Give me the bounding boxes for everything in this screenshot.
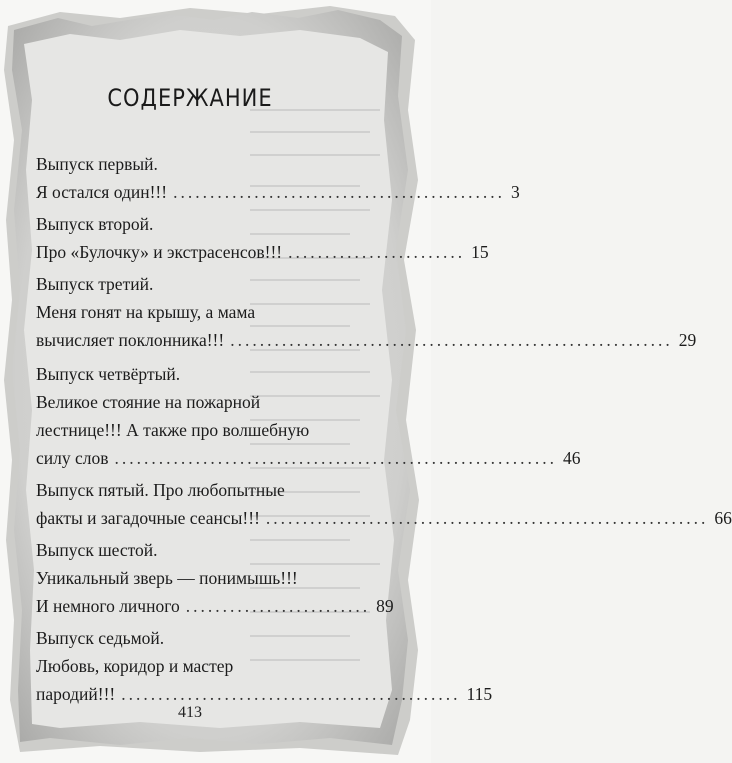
toc-page-number: 89 xyxy=(376,596,394,616)
leader-dots: ........................ xyxy=(288,242,466,262)
toc-entry-row xyxy=(36,182,520,202)
toc-entry-row xyxy=(36,596,394,616)
toc-entry-row xyxy=(36,508,732,528)
toc-entry-heading: Выпуск первый. xyxy=(36,154,158,174)
toc-entry-line: Великое стояние на пожарной xyxy=(36,392,261,412)
toc-page-number: 115 xyxy=(466,684,493,704)
toc-entry-text: вычисляет поклонника!!! xyxy=(36,330,225,350)
toc-entry-text: пародий!!! xyxy=(36,684,116,704)
toc-entry-heading: Выпуск второй. xyxy=(36,214,154,234)
toc-page-number: 15 xyxy=(471,242,489,262)
toc-entry-text: Я остался один!!! xyxy=(36,182,168,202)
toc-page-number: 3 xyxy=(510,182,520,202)
toc-page-number: 29 xyxy=(678,330,697,350)
toc-page-number: 66 xyxy=(714,508,732,528)
leader-dots: ............................................................ xyxy=(230,330,673,350)
toc-entry-row xyxy=(36,684,493,704)
toc-entry-text: силу слов xyxy=(36,448,109,468)
toc-entry-row xyxy=(36,330,697,350)
toc-entry-heading: Выпуск пятый. Про любопытные xyxy=(36,480,285,500)
toc-entry-text: Про «Булочку» и экстрасенсов!!! xyxy=(36,242,283,262)
page-number: 413 xyxy=(178,704,202,721)
toc-entry-text: факты и загадочные сеансы!!! xyxy=(36,508,260,528)
toc-entry-heading: Выпуск третий. xyxy=(36,274,154,294)
leader-dots: ............................................................ xyxy=(265,508,709,528)
leader-dots: .............................................. xyxy=(121,684,461,704)
leader-dots: ............................................. xyxy=(173,182,505,202)
toc-entry-line: Меня гонят на крышу, а мама xyxy=(36,302,256,322)
page-title: СОДЕРЖАНИЕ xyxy=(107,84,273,112)
toc-entry-heading: Выпуск шестой. xyxy=(36,540,158,560)
toc-entry-heading: Выпуск седьмой. xyxy=(36,628,165,648)
leader-dots: ......................... xyxy=(185,596,371,616)
toc-entry-line: лестнице!!! А также про волшебную xyxy=(36,420,310,440)
toc-entry-row xyxy=(36,448,581,468)
toc-entry-line: Уникальный зверь — понимышь!!! xyxy=(36,568,298,588)
toc-entry-row xyxy=(36,242,489,262)
leader-dots: ............................................................ xyxy=(114,448,558,468)
toc-page-number: 46 xyxy=(563,448,581,468)
toc-entry-heading: Выпуск четвёртый. xyxy=(36,364,181,384)
toc-entry-line: Любовь, коридор и мастер xyxy=(36,656,234,676)
toc-entry-text: И немного личного xyxy=(36,596,180,616)
